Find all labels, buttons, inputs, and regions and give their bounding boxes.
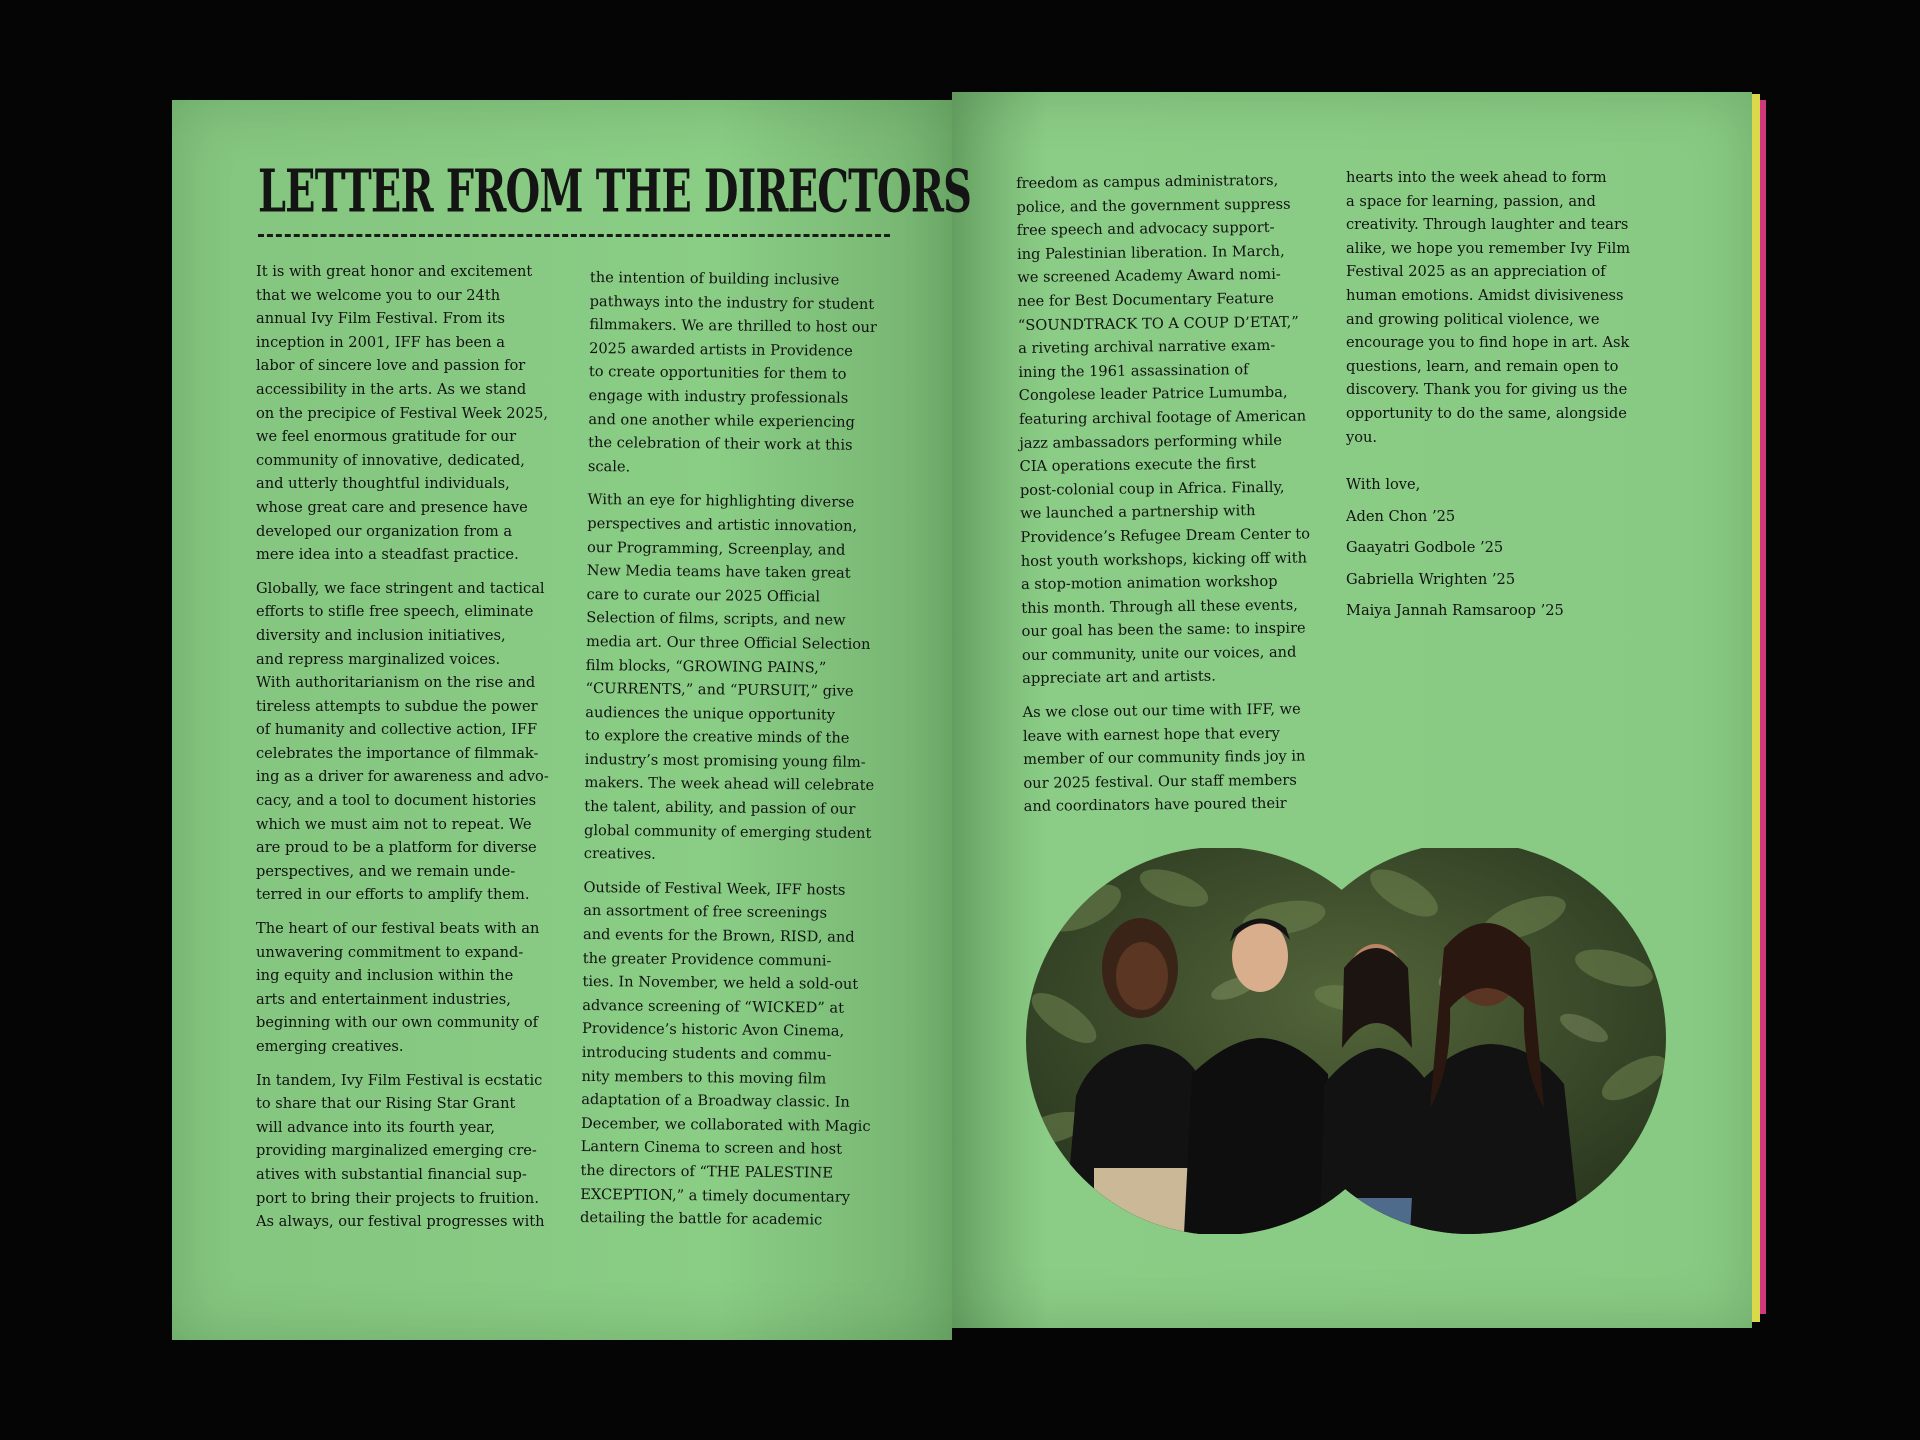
signature-name: Gabriella Wrighten ’25 xyxy=(1346,570,1516,588)
paragraph: Globally, we face stringent and tactical efforts to stifle free speech, eliminate diversity and inclusion initiatives, and repress marginalized voices. With authoritarianism on the rise and tireless attempts to subdue the power of humanity and collective action, IFF celebrates the importance of filmmak- ing as a driver for awareness and advo- cacy, and a tool to document histories which we must aim not to repeat. We are proud to be a platform for diverse perspectives, and we remain unde- terred in our efforts to amplify them. xyxy=(256,579,549,904)
signature-block xyxy=(1346,473,1646,631)
signoff: With love, xyxy=(1346,476,1421,494)
directors-photo xyxy=(1024,848,1666,1234)
paragraph: the intention of building inclusive pathways into the industry for student filmmakers. We are thrilled to host our 2025 awarded artists in Providence to create opportunities for them to engage with industry professionals and one another while experiencing the celebration of their work at this scale. xyxy=(587,268,877,476)
letter-column-4 xyxy=(1346,166,1646,631)
paragraph: The heart of our festival beats with an unwavering commitment to expand- ing equity and inclusion within the arts and entertainment industries, beginning with our own community of emerging creatives. xyxy=(256,920,540,1055)
signature-name: Gaayatri Godbole ’25 xyxy=(1346,539,1504,557)
paragraph: In tandem, Ivy Film Festival is ecstatic to share that our Rising Star Grant will advance into its fourth year, providing marginalized emerging cre- atives with substantial financial sup- port to bring their projects to fruition. As always, our festival progresses with xyxy=(256,1071,545,1231)
signature-name: Aden Chon ’25 xyxy=(1346,507,1456,525)
letter-column-2 xyxy=(580,266,902,1243)
paragraph: Outside of Festival Week, IFF hosts an assortment of free screenings and events for the Brown, RISD, and the greater Providence communi- ties. In November, we held a sold-out advance screening of “WICKED” at Providence’s historic Avon Cinema, introducing students and commu- nity members to this moving film adaptation of a Broadway classic. In December, we collaborated with Magic Lantern Cinema to screen and host the directors of “THE PALESTINE EXCEPTION,” a timely documentary detailing the battle for academic xyxy=(579,878,871,1229)
letter-column-1 xyxy=(256,260,566,1244)
title-dashed-rule xyxy=(258,234,890,237)
page-edge-pink xyxy=(1760,100,1766,1314)
paragraph: As we close out our time with IFF, we leave with earnest hope that every member of our community finds joy in our 2025 festival. Our staff members and coordinators have poured their xyxy=(1022,700,1306,816)
paragraph: hearts into the week ahead to form a space for learning, passion, and creativity. Through laughter and tears alike, we hope you remember Ivy Film Festival 2025 as an appreciation of human emotions. Amidst divisiveness and growing political violence, we encourage you to find hope in art. Ask questions, learn, and remain open to discovery. Thank you for giving us the opportunity to do the same, alongside you. xyxy=(1346,169,1631,446)
paragraph: It is with great honor and excitement that we welcome you to our 24th annual Ivy Film Festival. From its inception in 2001, IFF has been a labor of sincere love and passion for accessibility in the arts. As we stand on the precipice of Festival Week 2025, we feel enormous gratitude for our community of innovative, dedicated, and utterly thoughtful individuals, whose great care and presence have developed our organization from a mere idea into a steadfast practice. xyxy=(256,263,549,564)
letter-column-3 xyxy=(1016,168,1346,829)
paragraph: With an eye for highlighting diverse perspectives and artistic innovation, our Programming, Screenplay, and New Media teams have taken great care to curate our 2025 Official Selection of films, scripts, and new media art. Our three Official Selection film blocks, “GROWING PAINS,” “CURRENTS,” and “PURSUIT,” give audiences the unique opportunity to explore the creative minds of the industry’s most promising young film- makers. The week ahead will celebrate the talent, ability, and passion of our global community of emerging student creatives. xyxy=(583,491,875,863)
signature-name: Maiya Jannah Ramsaroop ’25 xyxy=(1346,602,1564,620)
page-edge-yellow xyxy=(1752,94,1760,1322)
paragraph: freedom as campus administrators, police, and the government suppress free speech and advocacy support- ing Palestinian liberation. In March, we screened Academy Award nomi- nee for Best Documentary Feature “SOUNDTRACK TO A COUP D’ETAT,” a riveting archival narrative exam- ining the 1961 assassination of Congolese leader Patrice Lumumba, featuring archival footage of American jazz ambassadors performing while CIA operations execute the first post-colonial coup in Africa. Finally, we launched a partnership with Providence’s Refugee Dream Center to host youth workshops, kicking off with a stop-motion animation workshop this month. Through all these events, our goal has been the same: to inspire our community, unite our voices, and appreciate art and artists. xyxy=(1016,171,1311,688)
page-title: LETTER FROM THE DIRECTORS xyxy=(258,158,972,227)
